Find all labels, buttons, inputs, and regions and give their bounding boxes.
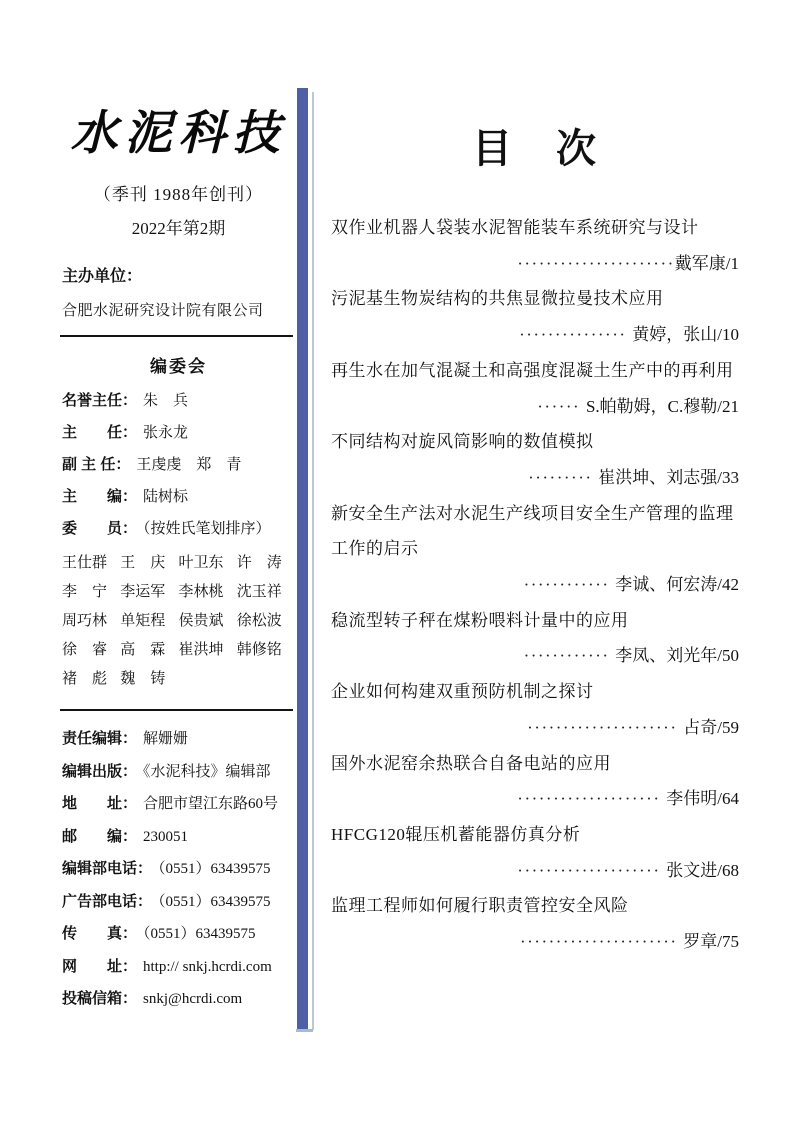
colophon-value: 230051 (143, 828, 189, 845)
article-title: HFCG120辊压机蓄能器仿真分析 (331, 824, 581, 844)
article-title: 企业如何构建双重预防机制之探讨 (331, 682, 594, 702)
board-member-name: 王仕群 (62, 555, 108, 571)
article-citation (331, 853, 739, 889)
article-authors-page: 占奇/59 (683, 717, 739, 737)
leader-dots: ···················· (517, 789, 667, 809)
article-authors-page: 罗章/75 (683, 932, 739, 952)
leader-dots: ······ (537, 396, 586, 416)
journal-subtitle: （季刊 1988年创刊） (93, 185, 264, 204)
colophon-row (62, 723, 295, 756)
colophon-label: 编辑部电话： (62, 860, 153, 877)
board-role-value: 陆树标 (143, 489, 189, 505)
colophon-row (62, 918, 295, 951)
board-member-name: 王 庆 (120, 555, 166, 571)
colophon-label: 网 址： (62, 957, 138, 975)
board-row (62, 385, 295, 417)
colophon-value: （0551）63439575 (158, 861, 271, 877)
board-member-name: 魏 铸 (120, 671, 166, 687)
article-title: 再生水在加气混凝土和高强度混凝土生产中的再利用 (331, 360, 734, 380)
board-member-name: 李林桃 (178, 584, 224, 600)
board-member-name: 李 宁 (62, 584, 108, 600)
organizer-label: 主办单位： (62, 268, 143, 285)
colophon-label: 投稿信箱： (62, 990, 138, 1007)
article-title: 稳流型转子秤在煤粉喂料计量中的应用 (331, 610, 629, 630)
article-citation (331, 710, 739, 746)
board-member-name: 侯贵斌 (178, 613, 224, 629)
article-authors-page: 黄婷，张山/10 (632, 325, 739, 345)
editorial-board-rows (62, 385, 295, 545)
colophon-label: 责任编辑： (62, 730, 138, 747)
board-member-name: 周巧林 (62, 613, 108, 629)
article-title: 监理工程师如何履行职责管控安全风险 (331, 896, 629, 916)
board-member-name: 徐松波 (236, 613, 282, 629)
board-row (62, 513, 295, 545)
colophon-label: 广告部电话： (62, 892, 153, 910)
article-title: 污泥基生物炭结构的共焦显微拉曼技术应用 (331, 289, 664, 309)
board-member-name: 韩修铭 (236, 642, 282, 658)
leader-dots: ···················· (517, 860, 667, 880)
colophon-row (62, 886, 295, 919)
leader-dots: ········· (528, 467, 599, 487)
board-row (62, 449, 295, 481)
journal-title: 水泥科技 (70, 106, 287, 161)
vertical-divider-footer (296, 1029, 313, 1032)
toc-list (331, 210, 739, 960)
colophon-row (62, 788, 295, 821)
board-row (62, 417, 295, 449)
colophon-value: snkj@hcrdi.com (143, 991, 243, 1007)
board-role-value: 张永龙 (143, 425, 189, 441)
leader-dots: ····················· (527, 717, 684, 737)
board-members-grid (62, 549, 295, 694)
board-member-name: 单矩程 (120, 613, 166, 629)
article-title: 不同结构对旋风筒影响的数值模拟 (331, 432, 594, 452)
toc-entry (331, 210, 739, 281)
colophon-label: 编辑出版： (62, 762, 138, 780)
article-authors-page: 李凤、刘光年/50 (615, 646, 739, 666)
article-title: 国外水泥窑余热联合自备电站的应用 (331, 753, 611, 773)
board-role-label: 委 员： (62, 520, 138, 537)
colophon-label: 邮 编： (62, 827, 138, 845)
colophon-value: （0551）63439575 (158, 893, 271, 910)
toc-entry (331, 424, 739, 495)
colophon-rows (62, 723, 295, 1016)
editorial-board-heading: 编委会 (150, 357, 207, 376)
article-authors-page: 李伟明/64 (666, 789, 739, 809)
board-role-value: （按姓氏笔划排序） (143, 521, 271, 537)
colophon-row (62, 756, 295, 789)
leader-dots: ······················ (517, 253, 675, 273)
toc-entry (331, 817, 739, 888)
board-member-name: 褚 彪 (62, 671, 108, 687)
board-member-name: 李运军 (120, 584, 166, 600)
colophon-label: 地 址： (62, 795, 138, 812)
board-member-name: 徐 睿 (62, 642, 108, 658)
article-title: 新安全生产法对水泥生产线项目安全生产管理的监理工作的启示 (331, 503, 734, 559)
colophon-value: http:// snkj.hcrdi.com (143, 958, 272, 975)
article-citation (331, 460, 739, 496)
toc-entry (331, 281, 739, 352)
colophon-row (62, 821, 295, 854)
article-title: 双作业机器人袋装水泥智能装车系统研究与设计 (331, 218, 699, 237)
journal-issue: 2022年第2期 (131, 219, 226, 238)
toc-panel (331, 118, 739, 960)
colophon-row (62, 983, 295, 1016)
board-role-label: 名誉主任： (62, 392, 138, 409)
vertical-divider-bar (297, 88, 308, 1029)
toc-entry (331, 674, 739, 745)
board-role-label: 副 主 任： (62, 456, 131, 473)
board-member-name: 沈玉祥 (236, 584, 282, 600)
board-member-name: 高 霖 (120, 642, 166, 658)
leader-dots: ··············· (519, 325, 633, 345)
article-citation (331, 924, 739, 960)
article-citation (331, 638, 739, 674)
toc-heading: 目 次 (472, 126, 598, 171)
article-authors-page: 张文进/68 (666, 860, 739, 880)
article-authors-page: 李诚、何宏涛/42 (615, 575, 739, 595)
colophon-value: 《水泥科技》编辑部 (143, 763, 271, 780)
vertical-divider-shadow (312, 92, 314, 1030)
colophon-label: 传 真： (62, 925, 138, 942)
article-authors-page: S.帕勒姆，C.穆勒/21 (585, 396, 739, 416)
colophon-row (62, 853, 295, 886)
divider-top (60, 335, 293, 337)
colophon-value: 合肥市望江东路60号 (143, 796, 279, 812)
toc-entry (331, 496, 739, 603)
article-citation (331, 567, 739, 603)
divider-bottom (60, 709, 293, 711)
toc-entry (331, 353, 739, 424)
board-role-value: 王虔虔 郑 青 (136, 457, 242, 473)
board-row (62, 481, 295, 513)
toc-entry (331, 603, 739, 674)
leader-dots: ············ (523, 646, 616, 666)
left-panel (62, 98, 295, 1016)
article-citation (331, 389, 739, 425)
leader-dots: ······················ (519, 932, 684, 952)
article-citation (331, 781, 739, 817)
colophon-row (62, 951, 295, 984)
board-member-name: 叶卫东 (178, 555, 224, 571)
toc-entry (331, 746, 739, 817)
article-authors-page: 戴军康/1 (674, 253, 739, 273)
board-member-name: 许 涛 (236, 555, 282, 571)
board-role-label: 主 任： (62, 424, 138, 441)
leader-dots: ············ (523, 575, 616, 595)
board-member-name: 崔洪坤 (178, 642, 224, 658)
board-role-value: 朱 兵 (143, 393, 189, 409)
board-role-label: 主 编： (62, 488, 138, 505)
organizer-name: 合肥水泥研究设计院有限公司 (62, 303, 264, 319)
article-citation (331, 246, 739, 282)
article-authors-page: 崔洪坤、刘志强/33 (598, 467, 739, 487)
colophon-value: 解姗姗 (143, 731, 189, 747)
colophon-value: （0551）63439575 (143, 926, 256, 942)
article-citation (331, 317, 739, 353)
toc-entry (331, 888, 739, 959)
